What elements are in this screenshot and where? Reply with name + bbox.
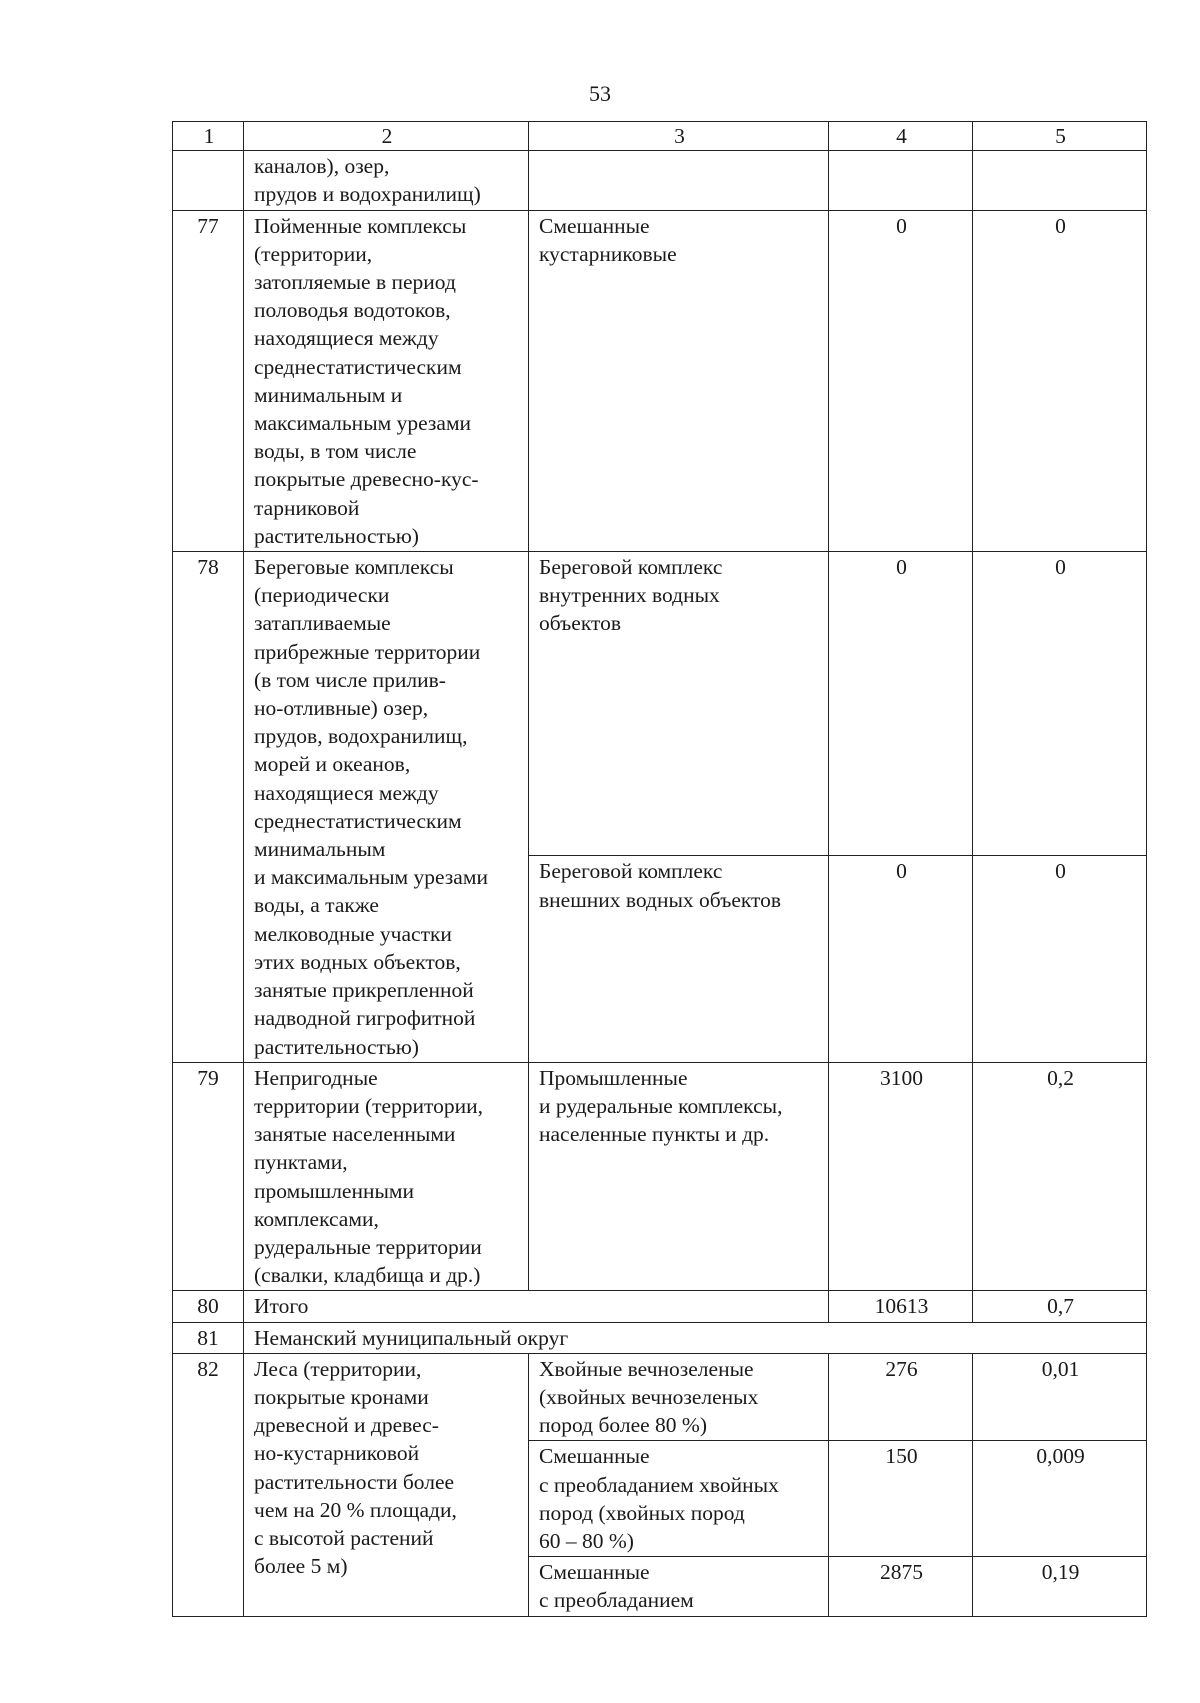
text-line: занятые населенными xyxy=(254,1122,456,1147)
text-line: мелководные участки xyxy=(254,921,452,946)
section-title-cell: Неманский муниципальный округ xyxy=(244,1322,1147,1353)
type-cell xyxy=(244,552,529,1063)
text-line: прудов, водохранилищ, xyxy=(254,724,468,749)
table-row-total xyxy=(173,1291,1147,1322)
table-row-continuation xyxy=(173,151,1147,210)
text-line: прудов и водохранилищ) xyxy=(254,182,481,207)
text-line: Смешанные xyxy=(539,1560,650,1585)
text-line: минимальным и xyxy=(254,382,403,407)
text-line: покрытые древесно-кус- xyxy=(254,467,479,492)
type-cell xyxy=(244,210,529,551)
text-line: прибрежные территории xyxy=(254,639,481,664)
share-cell: 0 xyxy=(973,552,1147,856)
subtype-cell xyxy=(529,1557,829,1616)
text-line: морей и океанов, xyxy=(254,752,411,777)
area-cell: 2875 xyxy=(829,1557,973,1616)
row-number-cell xyxy=(173,151,244,210)
subtype-cell xyxy=(529,1441,829,1557)
text-line: Хвойные вечнозеленые xyxy=(539,1356,754,1381)
text-line: среднестатистическим xyxy=(254,808,462,833)
text-line: тарниковой xyxy=(254,495,360,520)
area-cell: 10613 xyxy=(829,1291,973,1322)
text-line: промышленными xyxy=(254,1178,415,1203)
area-cell: 0 xyxy=(829,552,973,856)
row-number-cell: 78 xyxy=(173,552,244,1063)
text-line: объектов xyxy=(539,611,621,636)
text-line: воды, в том числе xyxy=(254,439,417,464)
text-line: (в том числе прилив- xyxy=(254,667,446,692)
text-line: растительностью) xyxy=(254,523,419,548)
text-line: среднестатистическим xyxy=(254,354,462,379)
text-line: комплексами, xyxy=(254,1206,379,1231)
text-line: находящиеся между xyxy=(254,780,439,805)
page-number: 53 xyxy=(589,81,611,106)
text-line: покрытые кронами xyxy=(254,1384,429,1409)
text-line: Пойменные комплексы xyxy=(254,213,467,238)
share-cell: 0,2 xyxy=(973,1062,1147,1291)
share-cell: 0,009 xyxy=(973,1441,1147,1557)
share-cell xyxy=(973,151,1147,210)
text-line: внешних водных объектов xyxy=(539,887,782,912)
area-cell xyxy=(829,151,973,210)
text-line: Смешанные xyxy=(539,213,650,238)
text-line: затопляемые в период xyxy=(254,270,456,295)
text-line: половодья водотоков, xyxy=(254,298,451,323)
subtype-cell xyxy=(529,1062,829,1291)
text-line: 60 – 80 %) xyxy=(539,1528,634,1553)
text-line: населенные пункты и др. xyxy=(539,1122,770,1147)
text-line: Береговой комплекс xyxy=(539,859,723,884)
table-header-row xyxy=(173,122,1147,151)
text-line: и рудеральные комплексы, xyxy=(539,1093,783,1118)
subtype-cell xyxy=(529,856,829,1062)
text-line: чем на 20 % площади, xyxy=(254,1497,457,1522)
text-line: с преобладанием xyxy=(539,1588,694,1613)
row-number-cell: 80 xyxy=(173,1291,244,1322)
text-line: кустарниковые xyxy=(539,241,677,266)
text-line: минимальным xyxy=(254,837,386,862)
text-line: (территории, xyxy=(254,241,373,266)
area-cell: 0 xyxy=(829,210,973,551)
table-row-77 xyxy=(173,210,1147,551)
text-line: с преобладанием хвойных xyxy=(539,1472,779,1497)
land-cover-table xyxy=(172,121,1147,1617)
text-line: занятые прикрепленной xyxy=(254,978,474,1003)
text-line: древесной и древес- xyxy=(254,1413,439,1438)
text-line: максимальным урезами xyxy=(254,411,472,436)
share-cell: 0 xyxy=(973,210,1147,551)
text-line: Непригодные xyxy=(254,1065,378,1090)
total-label-cell: Итого xyxy=(244,1291,829,1322)
header-cell-4: 4 xyxy=(829,122,973,151)
share-cell: 0,7 xyxy=(973,1291,1147,1322)
text-line: (свалки, кладбища и др.) xyxy=(254,1263,481,1288)
text-line: растительности более xyxy=(254,1469,455,1494)
area-cell: 3100 xyxy=(829,1062,973,1291)
text-line: воды, а также xyxy=(254,893,379,918)
subtype-cell xyxy=(529,552,829,856)
text-line: затапливаемые xyxy=(254,611,391,636)
text-line: Смешанные xyxy=(539,1444,650,1469)
text-line: Береговые комплексы xyxy=(254,555,454,580)
text-line: Леса (территории, xyxy=(254,1356,422,1381)
area-cell: 0 xyxy=(829,856,973,1062)
text-line: Промышленные xyxy=(539,1065,688,1090)
text-line: (хвойных вечнозеленых xyxy=(539,1384,759,1409)
text-line: территории (территории, xyxy=(254,1093,484,1118)
row-number-cell: 77 xyxy=(173,210,244,551)
type-cell xyxy=(244,1353,529,1616)
text-line: рудеральные территории xyxy=(254,1234,482,1259)
header-cell-2: 2 xyxy=(244,122,529,151)
text-line: пород (хвойных пород xyxy=(539,1500,745,1525)
subtype-cell xyxy=(529,210,829,551)
text-line: этих водных объектов, xyxy=(254,949,461,974)
text-line: пунктами, xyxy=(254,1150,348,1175)
text-line: надводной гигрофитной xyxy=(254,1006,476,1031)
text-line: растительностью) xyxy=(254,1034,419,1059)
row-number-cell: 81 xyxy=(173,1322,244,1353)
text-line: (периодически xyxy=(254,583,390,608)
table-row-82 xyxy=(173,1353,1147,1441)
subtype-cell xyxy=(529,1353,829,1441)
area-cell: 276 xyxy=(829,1353,973,1441)
row-number-cell: 79 xyxy=(173,1062,244,1291)
text-line: пород более 80 %) xyxy=(539,1413,707,1438)
text-line: Береговой комплекс xyxy=(539,555,723,580)
row-number-cell: 82 xyxy=(173,1353,244,1616)
share-cell: 0 xyxy=(973,856,1147,1062)
header-cell-1: 1 xyxy=(173,122,244,151)
area-cell: 150 xyxy=(829,1441,973,1557)
text-line: каналов), озер, xyxy=(254,154,390,179)
text-line: и максимальным урезами xyxy=(254,865,488,890)
type-cell xyxy=(244,1062,529,1291)
text-line: более 5 м) xyxy=(254,1554,348,1579)
header-cell-5: 5 xyxy=(973,122,1147,151)
type-cell xyxy=(244,151,529,210)
table-row-78 xyxy=(173,552,1147,856)
text-line: внутренних водных xyxy=(539,583,720,608)
text-line: но-кустарниковой xyxy=(254,1441,420,1466)
header-cell-3: 3 xyxy=(529,122,829,151)
table-row-79 xyxy=(173,1062,1147,1291)
text-line: но-отливные) озер, xyxy=(254,696,429,721)
share-cell: 0,01 xyxy=(973,1353,1147,1441)
table-row-section xyxy=(173,1322,1147,1353)
text-line: с высотой растений xyxy=(254,1525,434,1550)
share-cell: 0,19 xyxy=(973,1557,1147,1616)
text-line: находящиеся между xyxy=(254,326,439,351)
subtype-cell xyxy=(529,151,829,210)
